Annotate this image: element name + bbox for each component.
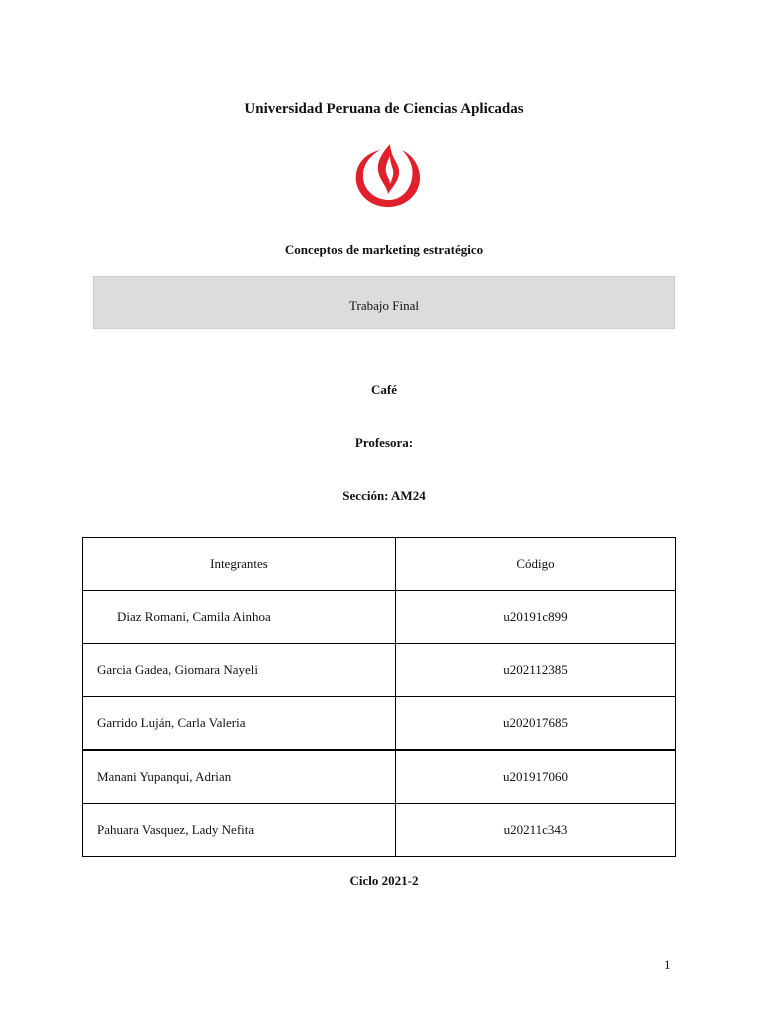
member-name: Diaz Romani, Camila Ainhoa bbox=[83, 591, 396, 644]
member-name: Garrido Luján, Carla Valeria bbox=[83, 697, 396, 751]
table-row bbox=[83, 591, 676, 644]
member-name: Manani Yupanqui, Adrian bbox=[83, 750, 396, 804]
member-name: Garcia Gadea, Giomara Nayeli bbox=[83, 644, 396, 697]
member-code: u202017685 bbox=[396, 697, 676, 751]
member-code: u201917060 bbox=[396, 750, 676, 804]
assignment-banner bbox=[93, 276, 675, 329]
members-table bbox=[82, 537, 676, 857]
member-code: u20191c899 bbox=[396, 591, 676, 644]
table-row bbox=[83, 804, 676, 857]
member-name: Pahuara Vasquez, Lady Nefita bbox=[83, 804, 396, 857]
topic-title: Café bbox=[371, 382, 397, 397]
course-title: Conceptos de marketing estratégico bbox=[284, 242, 484, 257]
member-code: u20211c343 bbox=[396, 804, 676, 857]
member-code: u202112385 bbox=[396, 644, 676, 697]
table-header-row bbox=[83, 538, 676, 591]
members-header: Integrantes bbox=[83, 538, 396, 591]
cycle-label: Ciclo 2021-2 bbox=[349, 873, 419, 888]
upc-flame-logo-icon bbox=[350, 140, 426, 210]
code-header: Código bbox=[396, 538, 676, 591]
teacher-label: Profesora: bbox=[354, 435, 414, 450]
table-row bbox=[83, 697, 676, 751]
section-label: Sección: AM24 bbox=[342, 488, 426, 503]
university-name: Universidad Peruana de Ciencias Aplicadas bbox=[244, 101, 524, 117]
table-row bbox=[83, 750, 676, 804]
table-row bbox=[83, 644, 676, 697]
page-number: 1 bbox=[664, 957, 671, 972]
assignment-title: Trabajo Final bbox=[349, 298, 419, 313]
